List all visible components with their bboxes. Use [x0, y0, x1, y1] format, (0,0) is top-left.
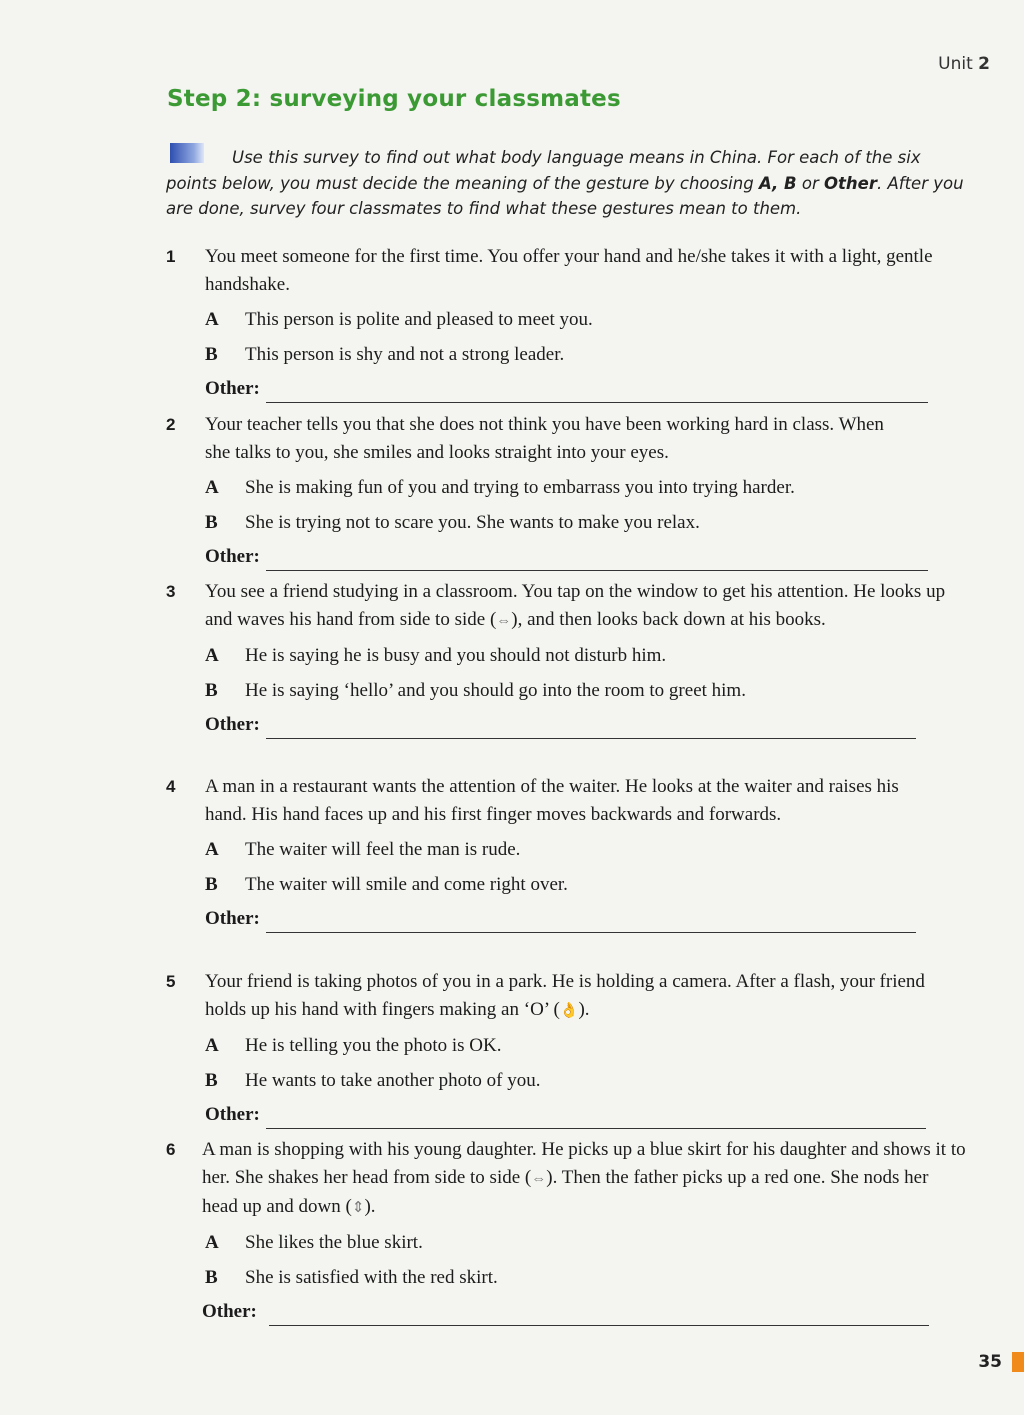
option-a[interactable]	[205, 1229, 966, 1257]
page-tab-marker	[1012, 1352, 1024, 1372]
other-field[interactable]	[205, 905, 966, 933]
option-a[interactable]	[205, 474, 966, 502]
question-number: 5	[166, 972, 176, 991]
option-text: He is telling you the photo is OK.	[245, 1035, 502, 1056]
option-letter: A	[205, 1232, 219, 1253]
question-text-part: ), and then looks back down at his books.	[511, 609, 826, 630]
question-text	[205, 578, 966, 635]
unit-number: 2	[978, 54, 990, 74]
option-text: She likes the blue skirt.	[245, 1232, 423, 1253]
option-text: She is satisfied with the red skirt.	[245, 1267, 498, 1288]
question-1	[166, 243, 966, 403]
option-letter: A	[205, 839, 219, 860]
question-text: You meet someone for the first time. You offer your hand and he/she takes it with a light, gentle handshake.	[205, 246, 933, 295]
question-number: 1	[166, 247, 176, 266]
other-label: Other:	[205, 378, 260, 399]
question-2	[166, 411, 966, 571]
unit-text: Unit	[938, 54, 973, 74]
other-input-line[interactable]	[269, 1303, 929, 1326]
question-text-part: ). Then the father picks up a red one. She nods her head up and down (	[202, 1167, 929, 1217]
other-input-line[interactable]	[266, 716, 916, 739]
option-letter: A	[205, 309, 219, 330]
option-b[interactable]	[205, 509, 966, 537]
other-field[interactable]	[205, 543, 966, 571]
option-letter: B	[205, 874, 218, 895]
option-a[interactable]	[205, 1032, 966, 1060]
page-number: 35	[978, 1352, 1002, 1372]
question-text	[202, 1136, 966, 1222]
question-text-part: A man is shopping with his young daughter. He picks up a blue skirt for his daughter and shows it to her. She shakes her head from side to side (	[202, 1139, 966, 1188]
other-input-line[interactable]	[266, 380, 928, 403]
other-field[interactable]	[205, 375, 966, 403]
question-6	[166, 1136, 966, 1326]
question-number: 6	[166, 1140, 176, 1159]
instructions	[166, 145, 966, 222]
other-field[interactable]	[202, 1298, 966, 1326]
option-letter: B	[205, 680, 218, 701]
ok-hand-icon: 👌	[559, 1003, 579, 1019]
other-label: Other:	[202, 1301, 257, 1322]
question-number: 2	[166, 415, 176, 434]
other-field[interactable]	[205, 711, 966, 739]
intro-text-end: . After you are done, survey four classmates to find what these gestures mean to them.	[166, 173, 964, 218]
intro-text: Use this survey to find out what body language means in China. For each of the six points below, you must decide the meaning of the gesture by choosing	[166, 148, 921, 193]
option-text: The waiter will feel the man is rude.	[245, 839, 521, 860]
option-text: The waiter will smile and come right over.	[245, 874, 568, 895]
other-label: Other:	[205, 908, 260, 929]
question-text-part: ).	[364, 1196, 376, 1217]
question-text: A man in a restaurant wants the attention of the waiter. He looks at the waiter and raises his hand. His hand faces up and his first finger moves backwards and forwards.	[205, 776, 899, 825]
option-b[interactable]	[205, 871, 966, 899]
option-letter: B	[205, 344, 218, 365]
option-text: She is making fun of you and trying to embarrass you into trying harder.	[245, 477, 795, 498]
option-a[interactable]	[205, 642, 966, 670]
option-letter: B	[205, 512, 218, 533]
page-title: Step 2: surveying your classmates	[167, 86, 621, 112]
unit-label	[938, 54, 990, 74]
up-down-arrow-icon: ⇕	[351, 1200, 365, 1216]
option-b[interactable]	[205, 677, 966, 705]
option-b[interactable]	[205, 1264, 966, 1292]
other-field[interactable]	[205, 1101, 966, 1129]
option-text: He is saying ‘hello’ and you should go into the room to greet him.	[245, 680, 746, 701]
side-to-side-arrow-icon: ⇔	[531, 1171, 547, 1187]
other-input-line[interactable]	[266, 910, 916, 933]
option-b[interactable]	[205, 341, 966, 369]
other-input-line[interactable]	[266, 548, 928, 571]
other-label: Other:	[205, 714, 260, 735]
question-text-part: Your friend is taking photos of you in a park. He is holding a camera. After a flash, your friend holds up his hand with fingers making an ‘O’ (	[205, 971, 925, 1020]
other-label: Other:	[205, 1104, 260, 1125]
option-text: He wants to take another photo of you.	[245, 1070, 541, 1091]
option-b[interactable]	[205, 1067, 966, 1095]
other-input-line[interactable]	[266, 1106, 926, 1129]
question-text: Your teacher tells you that she does not think you have been working hard in class. When she talks to you, she smiles and looks straight into your eyes.	[205, 414, 884, 463]
other-label: Other:	[205, 546, 260, 567]
side-to-side-arrow-icon: ⇔	[496, 613, 512, 629]
question-text-part: You see a friend studying in a classroom. You tap on the window to get his attention. He looks up and waves his hand from side to side (	[205, 581, 946, 630]
question-4	[166, 773, 966, 933]
question-number: 4	[166, 777, 176, 796]
question-text-part: ).	[578, 999, 590, 1020]
question-5	[166, 968, 966, 1129]
option-letter: A	[205, 645, 219, 666]
option-letter: A	[205, 1035, 219, 1056]
option-text: This person is polite and pleased to meet you.	[245, 309, 593, 330]
option-a[interactable]	[205, 836, 966, 864]
intro-bold-other: Other	[824, 173, 877, 193]
option-letter: B	[205, 1267, 218, 1288]
option-text: This person is shy and not a strong leader.	[245, 344, 565, 365]
question-number: 3	[166, 582, 176, 601]
option-text: He is saying he is busy and you should not disturb him.	[245, 645, 667, 666]
intro-bold-ab: A, B	[758, 173, 797, 193]
question-3	[166, 578, 966, 739]
intro-text-or: or	[796, 173, 824, 193]
option-a[interactable]	[205, 306, 966, 334]
question-text	[205, 968, 966, 1025]
option-letter: A	[205, 477, 219, 498]
option-text: She is trying not to scare you. She wants to make you relax.	[245, 512, 700, 533]
option-letter: B	[205, 1070, 218, 1091]
